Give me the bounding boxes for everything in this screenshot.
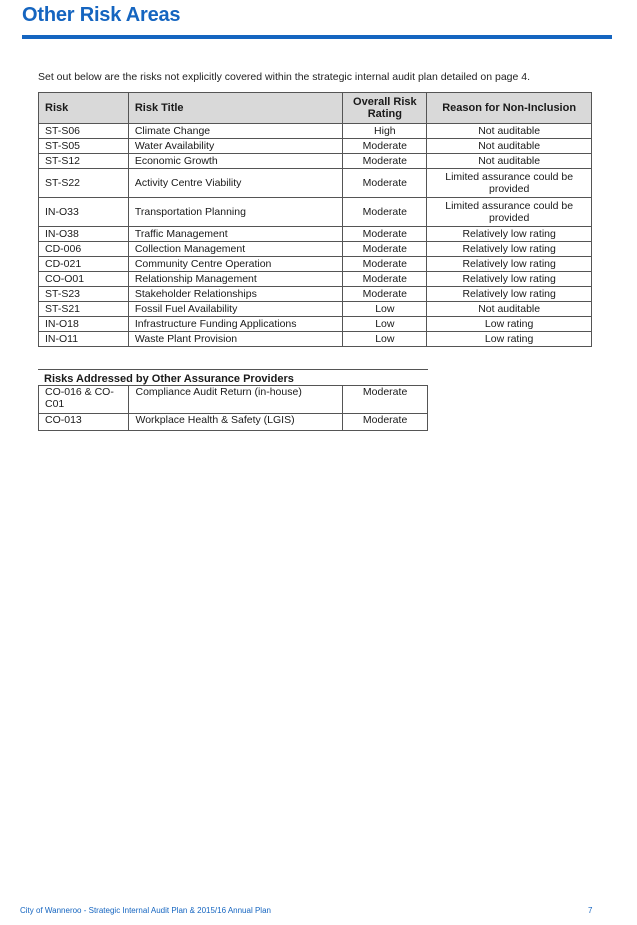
reason-cell: Limited assurance could be provided — [427, 169, 592, 198]
risk-title-cell: Collection Management — [128, 242, 343, 257]
reason-cell: Limited assurance could be provided — [427, 198, 592, 227]
header-risk-title: Risk Title — [128, 93, 343, 124]
table-header-row — [39, 93, 592, 124]
table-row — [39, 317, 592, 332]
risk-code-cell: ST-S21 — [39, 302, 129, 317]
page-title: Other Risk Areas — [22, 4, 181, 26]
header-reason: Reason for Non-Inclusion — [427, 93, 592, 124]
reason-cell: Not auditable — [427, 124, 592, 139]
reason-cell: Relatively low rating — [427, 287, 592, 302]
table-row — [39, 386, 428, 414]
risk-rating-cell: High — [343, 124, 427, 139]
table-row — [39, 287, 592, 302]
reason-cell: Relatively low rating — [427, 227, 592, 242]
other-providers-table — [38, 385, 428, 431]
reason-cell: Relatively low rating — [427, 272, 592, 287]
reason-cell: Not auditable — [427, 139, 592, 154]
risk-title-cell: Activity Centre Viability — [128, 169, 343, 198]
table-row — [39, 227, 592, 242]
table-row — [39, 139, 592, 154]
risk-code-cell: ST-S22 — [39, 169, 129, 198]
risk-code-cell: IN-O18 — [39, 317, 129, 332]
table-row — [39, 332, 592, 347]
risk-code-cell: IN-O11 — [39, 332, 129, 347]
risk-rating-cell: Low — [343, 317, 427, 332]
risk-rating-cell: Moderate — [343, 154, 427, 169]
intro-text: Set out below are the risks not explicitly covered within the strategic internal audit plan detailed on page 4. — [38, 71, 531, 83]
other-providers-heading-text: Risks Addressed by Other Assurance Providers — [44, 373, 294, 385]
risk-code-cell: CO-O01 — [39, 272, 129, 287]
reason-cell: Low rating — [427, 332, 592, 347]
risk-title-cell: Infrastructure Funding Applications — [128, 317, 343, 332]
title-rule — [22, 35, 612, 39]
header-overall-rating: Overall Risk Rating — [343, 93, 427, 124]
risk-code-cell: ST-S12 — [39, 154, 129, 169]
risk-title-cell: Transportation Planning — [128, 198, 343, 227]
risk-code-cell: CO-016 & CO-C01 — [39, 386, 129, 414]
table-row — [39, 124, 592, 139]
risk-code-cell: CD-006 — [39, 242, 129, 257]
risk-code-cell: IN-O33 — [39, 198, 129, 227]
risk-code-cell: CD-021 — [39, 257, 129, 272]
risk-rating-cell: Moderate — [343, 386, 428, 414]
risk-code-cell: ST-S06 — [39, 124, 129, 139]
table-row — [39, 272, 592, 287]
risk-title-cell: Waste Plant Provision — [128, 332, 343, 347]
table-row — [39, 302, 592, 317]
risk-title-cell: Relationship Management — [128, 272, 343, 287]
reason-cell: Relatively low rating — [427, 257, 592, 272]
risk-rating-cell: Moderate — [343, 169, 427, 198]
risk-table — [38, 92, 592, 347]
risk-title-cell: Economic Growth — [128, 154, 343, 169]
table-row — [39, 257, 592, 272]
risk-title-cell: Water Availability — [128, 139, 343, 154]
table-row — [39, 169, 592, 198]
risk-rating-cell: Low — [343, 302, 427, 317]
reason-cell: Not auditable — [427, 302, 592, 317]
risk-title-cell: Fossil Fuel Availability — [128, 302, 343, 317]
risk-rating-cell: Moderate — [343, 139, 427, 154]
table-row — [39, 198, 592, 227]
risk-code-cell: IN-O38 — [39, 227, 129, 242]
header-risk: Risk — [39, 93, 129, 124]
risk-rating-cell: Moderate — [343, 242, 427, 257]
other-providers-heading — [38, 369, 428, 386]
reason-cell: Relatively low rating — [427, 242, 592, 257]
table-row — [39, 154, 592, 169]
risk-rating-cell: Moderate — [343, 272, 427, 287]
table-row — [39, 414, 428, 431]
risk-code-cell: ST-S05 — [39, 139, 129, 154]
risk-title-cell: Workplace Health & Safety (LGIS) — [129, 414, 343, 431]
risk-title-cell: Compliance Audit Return (in-house) — [129, 386, 343, 414]
risk-title-cell: Stakeholder Relationships — [128, 287, 343, 302]
page-number: 7 — [588, 906, 593, 915]
risk-rating-cell: Moderate — [343, 287, 427, 302]
risk-code-cell: CO-013 — [39, 414, 129, 431]
risk-rating-cell: Moderate — [343, 227, 427, 242]
risk-code-cell: ST-S23 — [39, 287, 129, 302]
table-row — [39, 242, 592, 257]
risk-title-cell: Climate Change — [128, 124, 343, 139]
risk-rating-cell: Moderate — [343, 257, 427, 272]
reason-cell: Low rating — [427, 317, 592, 332]
risk-rating-cell: Moderate — [343, 198, 427, 227]
risk-title-cell: Traffic Management — [128, 227, 343, 242]
risk-rating-cell: Low — [343, 332, 427, 347]
risk-rating-cell: Moderate — [343, 414, 428, 431]
footer-document-title: City of Wanneroo - Strategic Internal Audit Plan & 2015/16 Annual Plan — [20, 906, 271, 915]
risk-title-cell: Community Centre Operation — [128, 257, 343, 272]
reason-cell: Not auditable — [427, 154, 592, 169]
